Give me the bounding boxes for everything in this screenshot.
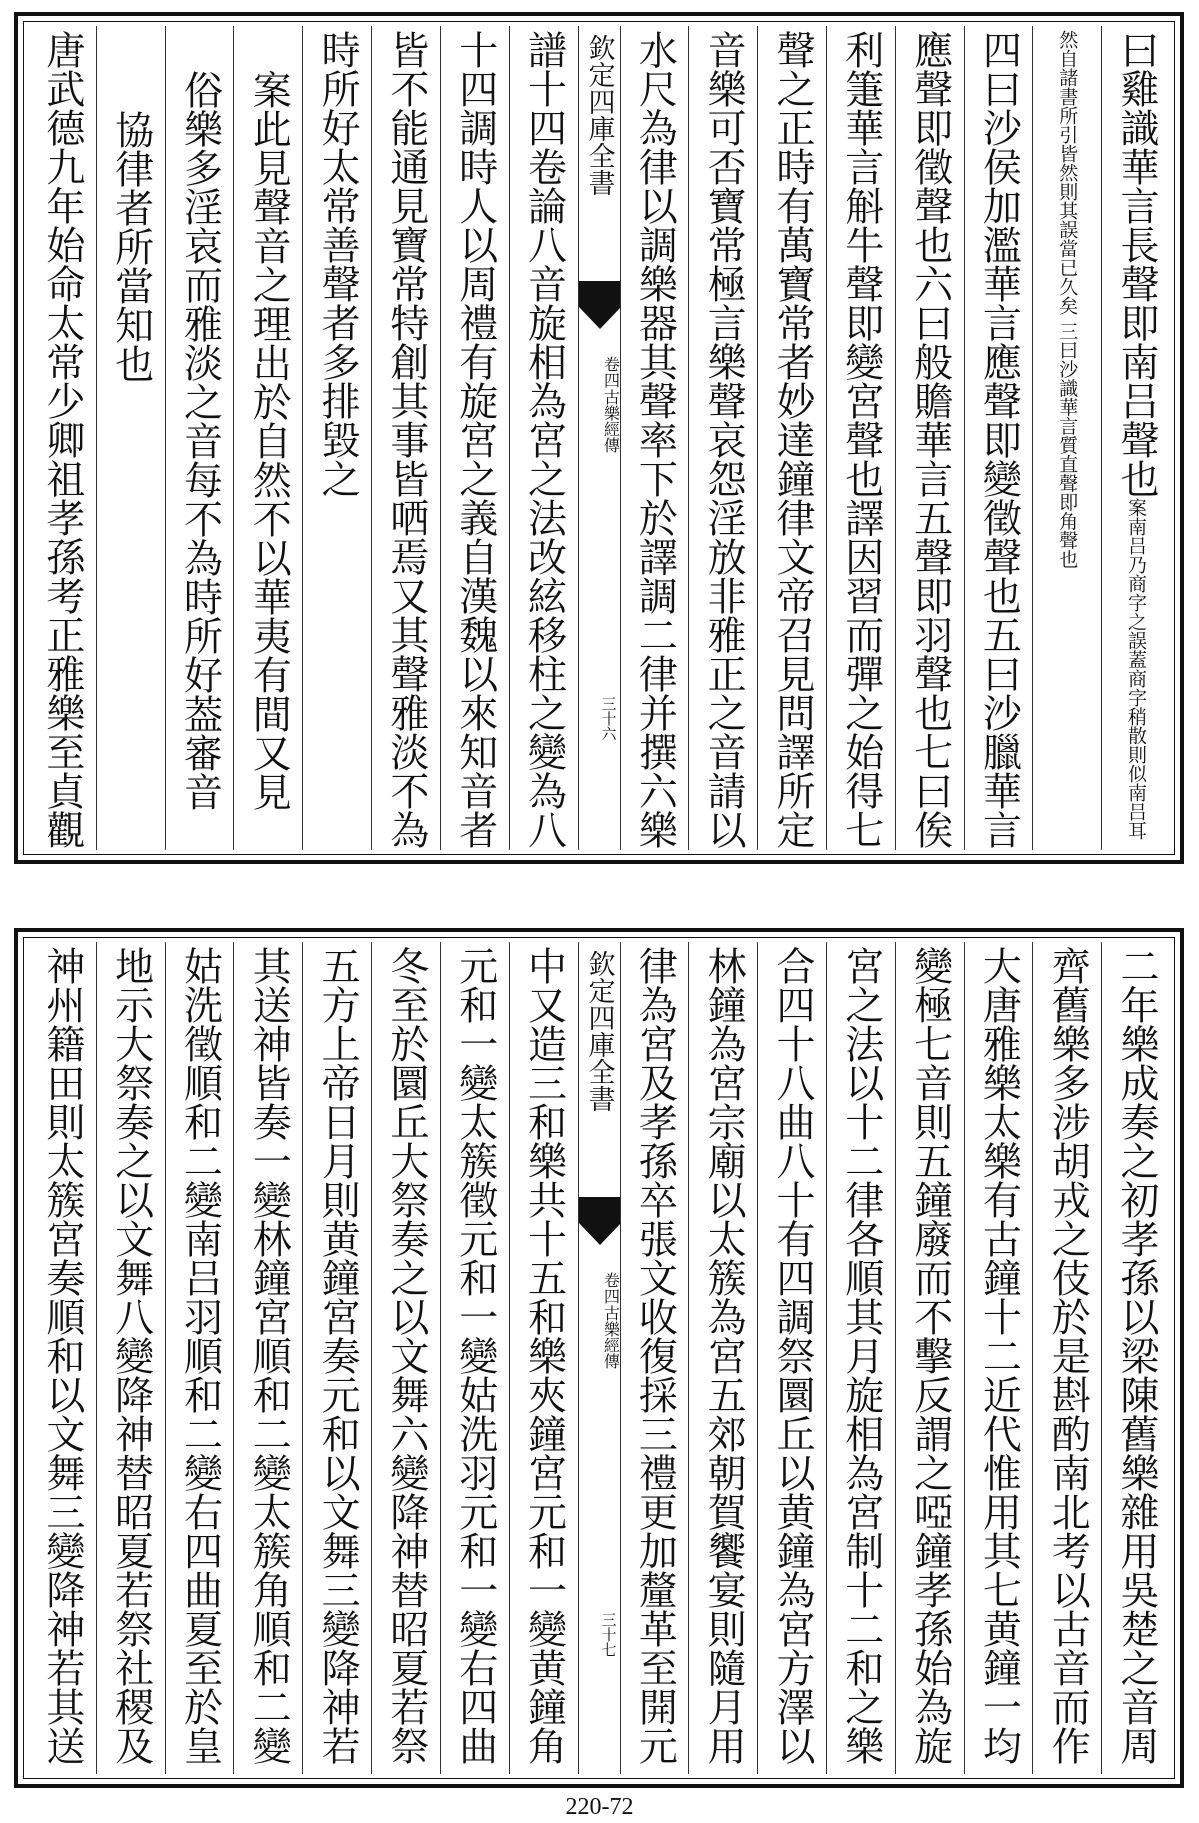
text-column: 中又造三和樂共十五和樂夾鐘宮元和一變黄鐘角 [509, 942, 578, 1774]
text-column: 其送神皆奏一變林鐘宮順和二變太簇角順和二變 [233, 942, 302, 1774]
upper-page [14, 12, 1184, 864]
volume-label [579, 356, 620, 453]
fishtail-mark [579, 1197, 620, 1255]
fishtail-mark [579, 281, 620, 339]
text-column: 水尺為律以調樂器其聲率下於譯調二律并撰六樂 [620, 26, 689, 850]
text-column: 地示大祭奏之以文舞八變降神替昭夏若祭社稷及 [96, 942, 165, 1774]
volume-number: 卷四 [601, 356, 621, 388]
annotation-note: 案南吕乃商字之誤蓋商字稍散則似南吕耳 [1125, 498, 1147, 840]
text-column: 宮之法以十二律各順其月旋相為宮制十二和之樂 [826, 942, 895, 1774]
text-column: 應聲即徵聲也六曰般贍華言五聲即羽聲也七曰俟 [895, 26, 964, 850]
text-column: 唐武德九年始命太常少卿祖孝孫考正雅樂至貞觀 [39, 30, 85, 849]
text-column: 皆不能通見寶常特創其事皆哂焉又其聲雅淡不為 [371, 26, 440, 850]
annotation-note: 然自諸書所引皆然則其誤當已久矣 三曰沙識華言質直聲即角聲也 [1056, 30, 1079, 569]
text-column: 聲之正時有萬寶常者妙達鐘律文帝召見問譯所定 [757, 26, 826, 850]
volume-number: 卷四 [601, 1272, 621, 1304]
text-column: 林鐘為宮宗廟以太簇為宮五郊朝賀饗宴則隨月用 [688, 942, 757, 1774]
book-title: 古樂經傳 [601, 389, 621, 453]
text-column: 曰雞識華言長聲即南吕聲也案南吕乃商字之誤蓋商字稍散則似南吕耳 [1101, 26, 1170, 850]
text-column: 姑洗徵順和二變南吕羽順和二變右四曲夏至於皇 [165, 942, 234, 1774]
text-column: 合四十八曲八十有四調祭圜丘以黄鐘為宮方澤以 [757, 942, 826, 1774]
center-fold [578, 942, 620, 1774]
text-column: 二年樂成奏之初孝孫以梁陳舊樂雜用吳楚之音周 [1101, 942, 1170, 1774]
lower-page [14, 928, 1184, 1788]
text-column: 齊舊樂多涉胡戎之伎於是斟酌南北考以古音而作 [1032, 942, 1101, 1774]
text-column-commentary: 案此見聲音之理出於自然不以華夷有間又見 [233, 26, 302, 850]
text-column: 元和一變太簇徵元和一變姑洗羽元和一變右四曲 [440, 942, 509, 1774]
text-column: 律為宮及孝孫卒張文收復採三禮更加釐革至開元 [620, 942, 689, 1774]
center-title: 欽定四庫全書 [583, 34, 615, 196]
text-column: 譜十四卷論八音旋相為宮之法改絃移柱之變為八 [509, 26, 578, 850]
upper-columns [28, 26, 1170, 850]
text-column: 變極七音則五鐘廢而不擊反謂之啞鐘孝孫始為旋 [895, 942, 964, 1774]
text-column: 五方上帝日月則黄鐘宮奏元和以文舞三變降神若 [302, 942, 371, 1774]
text-column: 十四調時人以周禮有旋宮之義自漢魏以來知音者 [440, 26, 509, 850]
book-title: 古樂經傳 [601, 1305, 621, 1369]
lower-columns [28, 942, 1170, 1774]
page-number: 三十六 [599, 696, 618, 741]
text-column: 神州籍田則太簇宮奏順和以文舞三變降神若其送 [39, 946, 85, 1765]
text-column-commentary: 俗樂多淫哀而雅淡之音每不為時所好葢審音 [165, 26, 234, 850]
text-column: 利箑華言斛牛聲即變宮聲也譯因習而彈之始得七 [826, 26, 895, 850]
text-column: 時所好太常善聲者多排毀之 [302, 26, 371, 850]
text-column [1032, 26, 1101, 850]
page-number: 三十七 [599, 1612, 618, 1657]
text-column: 四曰沙侯加濫華言應聲即變徵聲也五曰沙臘華言 [964, 26, 1033, 850]
center-title: 欽定四庫全書 [583, 950, 615, 1112]
volume-label [579, 1272, 620, 1369]
text-column: 音樂可否寶常極言樂聲哀怨淫放非雅正之音請以 [688, 26, 757, 850]
text-column: 冬至於圜丘大祭奏之以文舞六變降神替昭夏若祭 [371, 942, 440, 1774]
text-column-commentary: 協律者所當知也 [96, 26, 165, 850]
text-column: 大唐雅樂太樂有古鐘十二近代惟用其七黄鐘一均 [964, 942, 1033, 1774]
center-fold [578, 26, 620, 850]
footer-page-code: 220-72 [565, 1794, 634, 1820]
